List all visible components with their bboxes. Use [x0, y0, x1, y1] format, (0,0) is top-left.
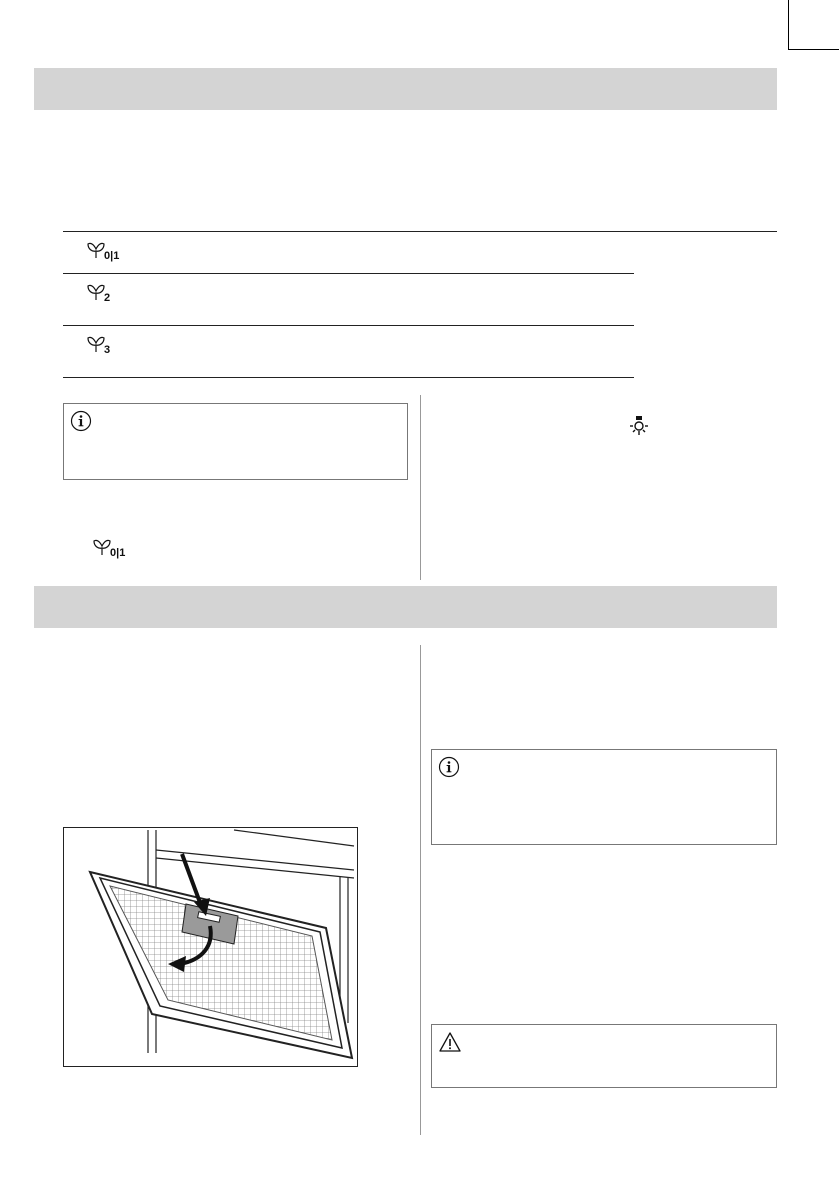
- fan-icon: [92, 537, 112, 557]
- info-note-box: [63, 403, 408, 480]
- crop-mark-vertical: [788, 0, 789, 50]
- table-row-rule: [63, 273, 634, 274]
- fan-speed-label: 0|1: [104, 250, 120, 262]
- grease-filter-illustration: [64, 828, 358, 1067]
- info-icon: [438, 756, 460, 778]
- fan-speed-label: 2: [104, 292, 111, 304]
- table-row-rule: [63, 325, 634, 326]
- warning-note-box: [431, 1024, 777, 1088]
- fan-speed-label: 0|1: [110, 547, 126, 559]
- table-bottom-rule: [63, 377, 634, 378]
- info-note-box: [431, 749, 777, 845]
- light-icon: [627, 414, 651, 438]
- column-separator: [420, 395, 421, 580]
- column-separator: [420, 645, 421, 1135]
- fan-icon: [86, 282, 106, 302]
- info-icon: [70, 410, 92, 432]
- crop-mark-horizontal: [789, 49, 839, 50]
- table-top-rule: [63, 231, 777, 232]
- fan-icon: [86, 240, 106, 260]
- grease-filter-figure: [63, 827, 358, 1067]
- fan-speed-label: 3: [104, 344, 111, 356]
- fan-icon: [86, 334, 106, 354]
- section-band: [34, 586, 777, 628]
- header-band: [34, 68, 777, 110]
- warning-icon: [438, 1031, 462, 1053]
